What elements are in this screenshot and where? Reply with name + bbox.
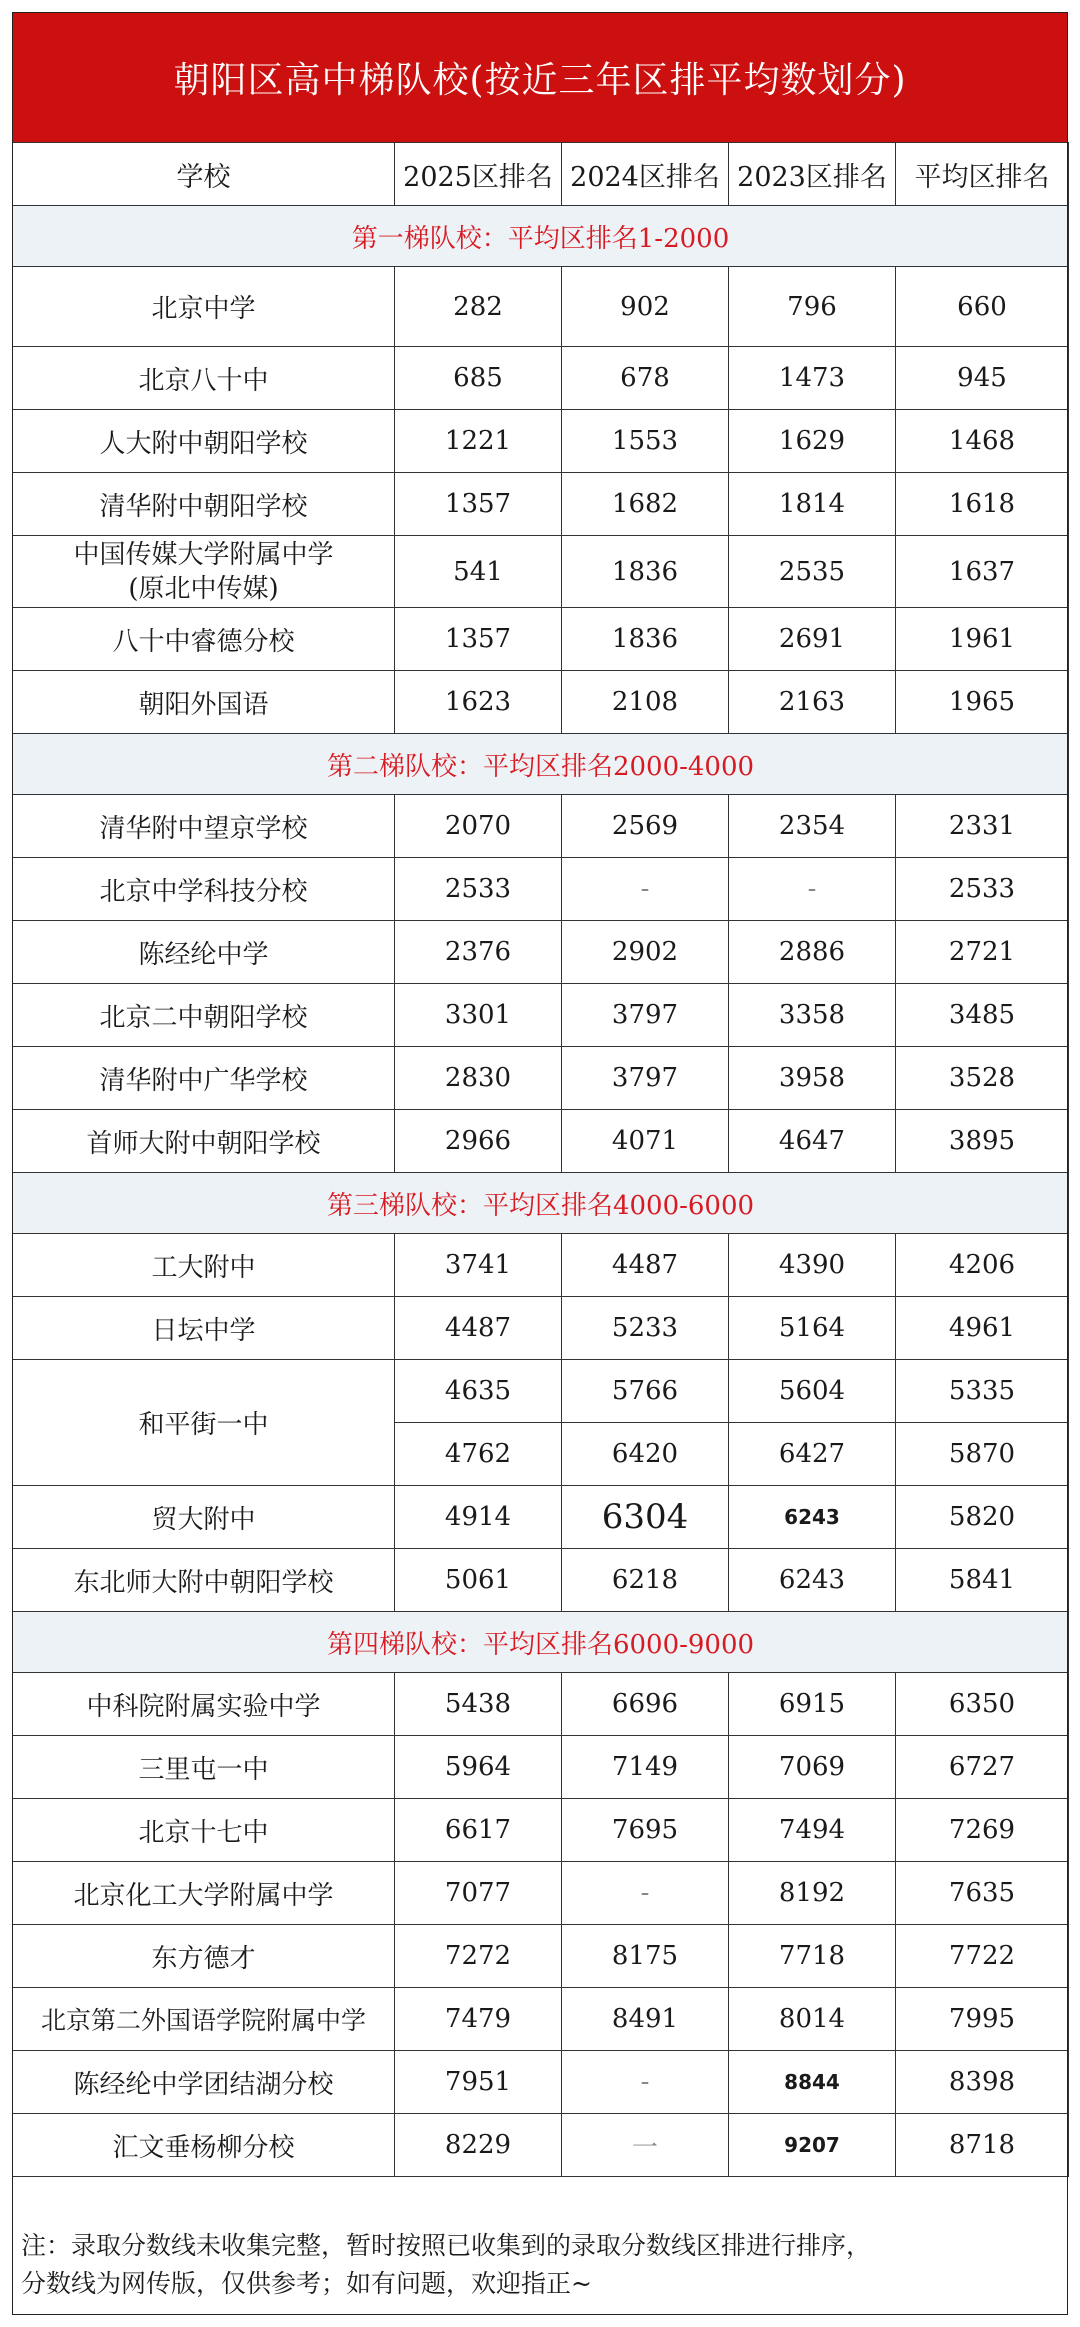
rank-2024: -	[562, 858, 729, 921]
rank-2025: 541	[395, 536, 562, 608]
rank-average: 4961	[896, 1297, 1069, 1360]
rank-2025: 7272	[395, 1925, 562, 1988]
rank-average: 1965	[896, 671, 1069, 734]
rank-average: 1618	[896, 473, 1069, 536]
rank-average: 8718	[896, 2114, 1069, 2177]
header-2023: 2023区排名	[729, 143, 896, 206]
rank-average: 6727	[896, 1736, 1069, 1799]
rank-2024: 7695	[562, 1799, 729, 1862]
rank-2024: 4071	[562, 1110, 729, 1173]
rank-average: 3895	[896, 1110, 1069, 1173]
rank-2025: 1221	[395, 410, 562, 473]
school-name: 陈经纶中学团结湖分校	[13, 2051, 395, 2114]
rank-2024: 1553	[562, 410, 729, 473]
rank-2023: 2163	[729, 671, 896, 734]
rank-average: 2533	[896, 858, 1069, 921]
rank-2023: -	[729, 858, 896, 921]
rank-2023: 9207	[729, 2114, 896, 2177]
rank-2024: 902	[562, 267, 729, 347]
school-name: 清华附中望京学校	[13, 795, 395, 858]
rank-2024: 2108	[562, 671, 729, 734]
school-name: 清华附中朝阳学校	[13, 473, 395, 536]
rank-2025: 2533	[395, 858, 562, 921]
rank-average: 5335	[896, 1360, 1069, 1423]
school-name-line2: (原北中传媒)	[128, 573, 279, 604]
rank-2023: 6915	[729, 1673, 896, 1736]
rank-2025: 2376	[395, 921, 562, 984]
school-name: 北京中学	[13, 267, 395, 347]
school-name: 和平街一中	[13, 1360, 395, 1486]
rank-2025: 6617	[395, 1799, 562, 1862]
school-name: 北京十七中	[13, 1799, 395, 1862]
rank-average: 660	[896, 267, 1069, 347]
rank-2025: 2966	[395, 1110, 562, 1173]
rank-2024: 3797	[562, 1047, 729, 1110]
rank-2025: 685	[395, 347, 562, 410]
rank-2025: 282	[395, 267, 562, 347]
rank-2023: 2886	[729, 921, 896, 984]
rank-2023: 4390	[729, 1234, 896, 1297]
rank-2023: 1814	[729, 473, 896, 536]
rank-average: 1468	[896, 410, 1069, 473]
rank-2023: 8192	[729, 1862, 896, 1925]
school-name: 北京八十中	[13, 347, 395, 410]
rank-2023: 3358	[729, 984, 896, 1047]
tier-label: 第一梯队校：平均区排名1-2000	[13, 206, 1069, 267]
rank-2025: 5964	[395, 1736, 562, 1799]
header-2024: 2024区排名	[562, 143, 729, 206]
rank-average: 945	[896, 347, 1069, 410]
footnote-line1: 注：录取分数线未收集完整，暂时按照已收集到的录取分数线区排进行排序，	[21, 2231, 872, 2260]
footnote-line2: 分数线为网传版，仅供参考；如有问题，欢迎指正~	[21, 2269, 592, 2298]
rank-2023: 7494	[729, 1799, 896, 1862]
rank-average: 7635	[896, 1862, 1069, 1925]
rank-2023: 7069	[729, 1736, 896, 1799]
rank-average: 5870	[896, 1423, 1069, 1486]
rank-2023: 6243	[729, 1549, 896, 1612]
tier-label: 第三梯队校：平均区排名4000-6000	[13, 1173, 1069, 1234]
rank-2023: 6243	[729, 1486, 896, 1549]
rank-2024: 6420	[562, 1423, 729, 1486]
rank-2024: 678	[562, 347, 729, 410]
rank-2023: 5164	[729, 1297, 896, 1360]
rank-2023: 1473	[729, 347, 896, 410]
rank-2025: 7077	[395, 1862, 562, 1925]
rank-2025: 5438	[395, 1673, 562, 1736]
rank-average: 7995	[896, 1988, 1069, 2051]
rank-2024: 1836	[562, 536, 729, 608]
rank-2023: 796	[729, 267, 896, 347]
school-name: 首师大附中朝阳学校	[13, 1110, 395, 1173]
school-name: 东北师大附中朝阳学校	[13, 1549, 395, 1612]
rank-2023: 8844	[729, 2051, 896, 2114]
rank-average: 8398	[896, 2051, 1069, 2114]
rank-2025: 2830	[395, 1047, 562, 1110]
school-name: 朝阳外国语	[13, 671, 395, 734]
rank-2025: 4914	[395, 1486, 562, 1549]
rank-2023: 2691	[729, 608, 896, 671]
school-name: 中科院附属实验中学	[13, 1673, 395, 1736]
rank-2025: 5061	[395, 1549, 562, 1612]
school-name: 贸大附中	[13, 1486, 395, 1549]
rank-2023: 2535	[729, 536, 896, 608]
rank-2023: 4647	[729, 1110, 896, 1173]
rank-average: 5820	[896, 1486, 1069, 1549]
rank-2023: 7718	[729, 1925, 896, 1988]
rank-2024: 一	[562, 2114, 729, 2177]
rank-2025: 2070	[395, 795, 562, 858]
rank-2025: 4487	[395, 1297, 562, 1360]
rank-2025: 3301	[395, 984, 562, 1047]
school-name: 八十中睿德分校	[13, 608, 395, 671]
rank-average: 3528	[896, 1047, 1069, 1110]
rank-2023: 6427	[729, 1423, 896, 1486]
school-name: 人大附中朝阳学校	[13, 410, 395, 473]
rank-average: 2331	[896, 795, 1069, 858]
rank-2025: 1357	[395, 608, 562, 671]
rank-2024: 6696	[562, 1673, 729, 1736]
rank-average: 7269	[896, 1799, 1069, 1862]
rank-2025: 7479	[395, 1988, 562, 2051]
rank-2024: 4487	[562, 1234, 729, 1297]
rank-2024: 5233	[562, 1297, 729, 1360]
rank-2023: 2354	[729, 795, 896, 858]
header-average: 平均区排名	[896, 143, 1069, 206]
rank-2025: 7951	[395, 2051, 562, 2114]
school-name: 汇文垂杨柳分校	[13, 2114, 395, 2177]
rank-2024: 6218	[562, 1549, 729, 1612]
rank-average: 5841	[896, 1549, 1069, 1612]
tier-label: 第二梯队校：平均区排名2000-4000	[13, 734, 1069, 795]
school-name: 工大附中	[13, 1234, 395, 1297]
rank-2024: 3797	[562, 984, 729, 1047]
rank-2023: 8014	[729, 1988, 896, 2051]
header-2025: 2025区排名	[395, 143, 562, 206]
rank-average: 1961	[896, 608, 1069, 671]
rank-2024: -	[562, 1862, 729, 1925]
school-name: 北京化工大学附属中学	[13, 1862, 395, 1925]
tier-label: 第四梯队校：平均区排名6000-9000	[13, 1612, 1069, 1673]
rank-2025: 3741	[395, 1234, 562, 1297]
school-name: 北京二中朝阳学校	[13, 984, 395, 1047]
school-name: 三里屯一中	[13, 1736, 395, 1799]
rank-2024: 1836	[562, 608, 729, 671]
rank-average: 7722	[896, 1925, 1069, 1988]
rank-2023: 1629	[729, 410, 896, 473]
rank-average: 4206	[896, 1234, 1069, 1297]
rank-2025: 8229	[395, 2114, 562, 2177]
school-name: 日坛中学	[13, 1297, 395, 1360]
rank-2024: 2569	[562, 795, 729, 858]
school-name: 东方德才	[13, 1925, 395, 1988]
rank-2024: -	[562, 2051, 729, 2114]
header-school: 学校	[13, 143, 395, 206]
rank-2024: 7149	[562, 1736, 729, 1799]
rank-average: 2721	[896, 921, 1069, 984]
rank-average: 3485	[896, 984, 1069, 1047]
school-name-line1: 中国传媒大学附属中学	[73, 539, 334, 570]
rank-2025: 1357	[395, 473, 562, 536]
outer-border	[12, 12, 1068, 2315]
rank-2025: 4762	[395, 1423, 562, 1486]
school-name: 陈经纶中学	[13, 921, 395, 984]
rank-2024: 8175	[562, 1925, 729, 1988]
school-name: 清华附中广华学校	[13, 1047, 395, 1110]
rank-2023: 5604	[729, 1360, 896, 1423]
rank-average: 6350	[896, 1673, 1069, 1736]
rank-2024: 5766	[562, 1360, 729, 1423]
rank-2023: 3958	[729, 1047, 896, 1110]
rank-2024: 2902	[562, 921, 729, 984]
rank-average: 1637	[896, 536, 1069, 608]
rank-2025: 1623	[395, 671, 562, 734]
rank-2024: 8491	[562, 1988, 729, 2051]
page-title: 朝阳区高中梯队校(按近三年区排平均数划分)	[12, 12, 1068, 142]
rank-2025: 4635	[395, 1360, 562, 1423]
rank-2024: 1682	[562, 473, 729, 536]
school-name: 北京第二外国语学院附属中学	[13, 1988, 395, 2051]
school-name: 北京中学科技分校	[13, 858, 395, 921]
rank-2024: 6304	[562, 1486, 729, 1549]
